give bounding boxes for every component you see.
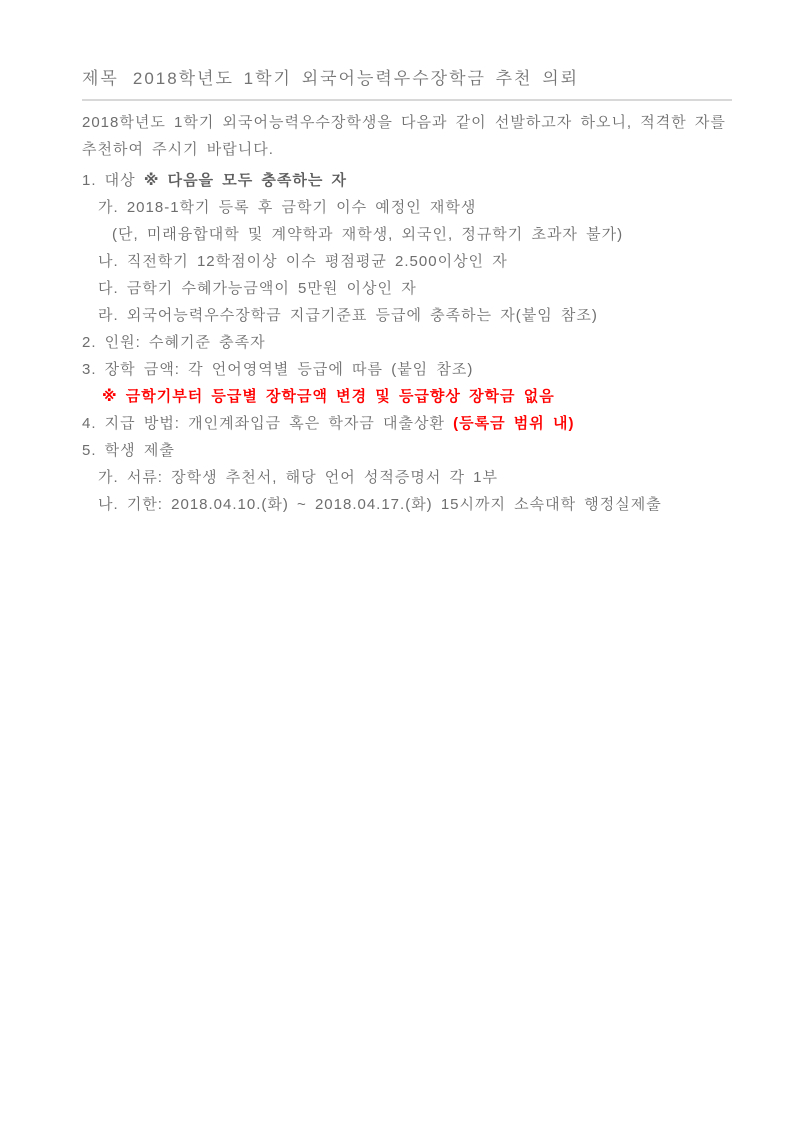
line-item-1a-exception: [82, 221, 732, 248]
line-item-1b: [82, 248, 732, 275]
line-item-1-eligibility: [82, 167, 732, 194]
item-5a-text: 가. 서류: 장학생 추천서, 해당 언어 성적증명서 각 1부: [98, 469, 498, 486]
item-3-text: 3. 장학 금액: 각 언어영역별 등급에 따름 (붙임 참조): [82, 361, 474, 378]
line-item-3-amount: [82, 356, 732, 383]
item-5-text: 5. 학생 제출: [82, 442, 175, 459]
line-item-5a: [82, 464, 732, 491]
subject-title: 2018학년도 1학기 외국어능력우수장학금 추천 의뢰: [132, 69, 580, 88]
item-4-red-note: (등록금 범위 내): [453, 415, 575, 432]
item-3-red-note-text: ※ 금학기부터 등급별 장학금액 변경 및 등급향상 장학금 없음: [102, 388, 555, 405]
line-item-3-red-note: [82, 383, 732, 410]
item-5b-text: 나. 기한: 2018.04.10.(화) ~ 2018.04.17.(화) 15시까지 소속대학 행정실제출: [98, 496, 662, 513]
subject-line: [82, 66, 732, 101]
subject-label: 제목: [82, 69, 119, 88]
item-1b-text: 나. 직전학기 12학점이상 이수 평점평균 2.500이상인 자: [98, 253, 508, 270]
intro-paragraph: 2018학년도 1학기 외국어능력우수장학생을 다음과 같이 선발하고자 하오니, 적격한 자를 추천하여 주시기 바랍니다.: [82, 114, 726, 158]
line-item-5b: [82, 491, 732, 518]
item-1-prefix: 1. 대상: [82, 172, 144, 189]
item-1a-exception-text: (단, 미래융합대학 및 계약학과 재학생, 외국인, 정규학기 초과자 불가): [112, 226, 624, 243]
line-item-1a: [82, 194, 732, 221]
notice-body: [82, 66, 732, 518]
line-item-4-payment: [82, 410, 732, 437]
line-item-1c: [82, 275, 732, 302]
item-1d-text: 라. 외국어능력우수장학금 지급기준표 등급에 충족하는 자(붙임 참조): [98, 307, 598, 324]
line-item-5-submission: [82, 437, 732, 464]
item-1-bold-note: ※ 다음을 모두 충족하는 자: [143, 172, 347, 189]
line-item-1d: [82, 302, 732, 329]
item-1c-text: 다. 금학기 수혜가능금액이 5만원 이상인 자: [98, 280, 417, 297]
line-item-2-count: [82, 329, 732, 356]
item-2-text: 2. 인원: 수혜기준 충족자: [82, 334, 266, 351]
item-4-text: 4. 지급 방법: 개인계좌입금 혹은 학자금 대출상환: [82, 415, 454, 432]
item-1a-text: 가. 2018-1학기 등록 후 금학기 이수 예정인 재학생: [98, 199, 477, 216]
